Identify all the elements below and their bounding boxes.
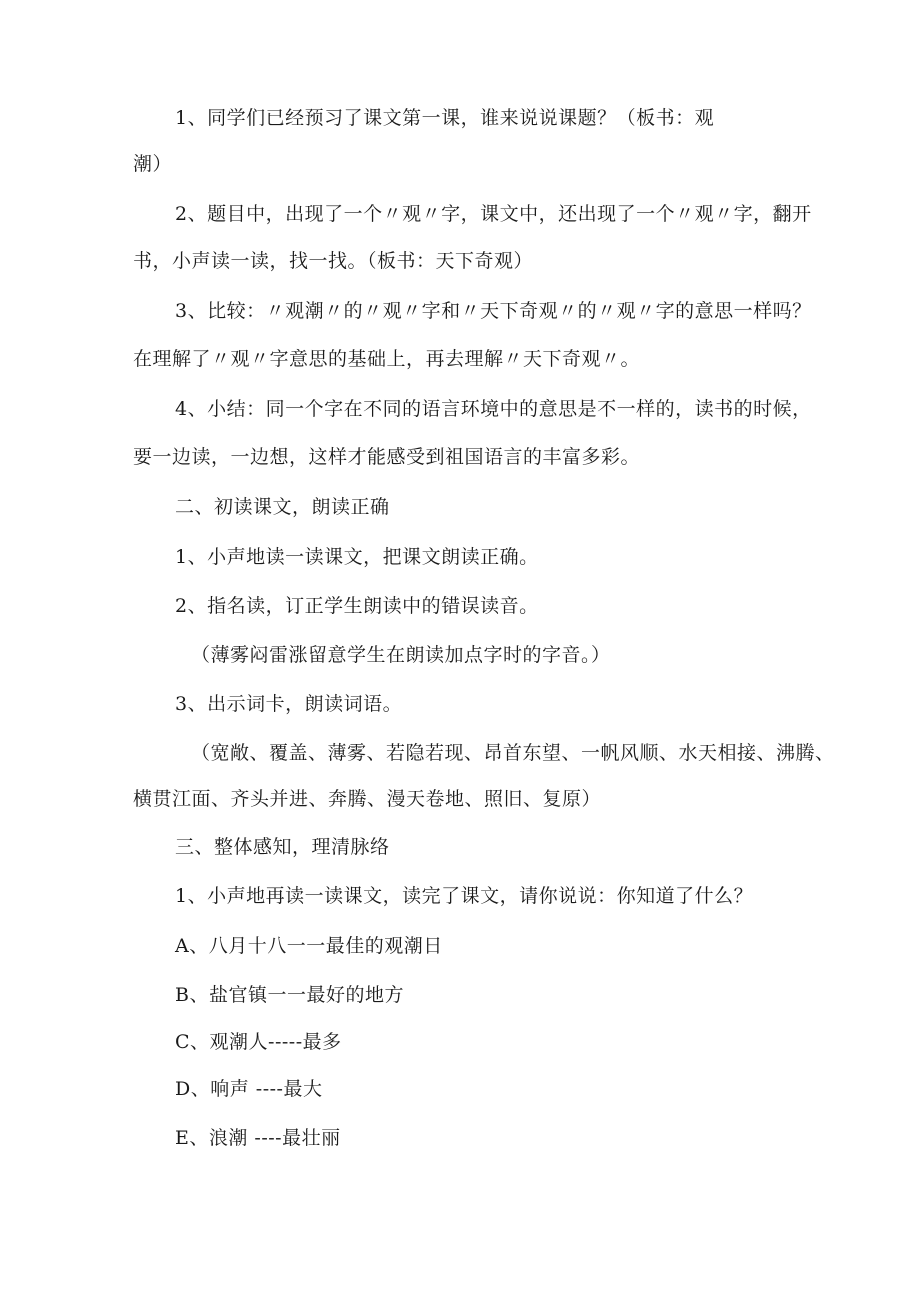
list-item: E、浪潮 ----最壮丽	[175, 1127, 341, 1149]
paragraph-line: 4、小结：同一个字在不同的语言环境中的意思是不一样的，读书的时候，	[175, 398, 812, 420]
paragraph-line: 要一边读，一边想，这样才能感受到祖国语言的丰富多彩。	[133, 446, 641, 468]
list-item: B、盐官镇一一最好的地方	[175, 984, 404, 1006]
section-heading: 三、整体感知，理清脉络	[175, 836, 390, 858]
paragraph-line: 2、指名读，订正学生朗读中的错误读音。	[175, 595, 539, 617]
paragraph-line: 3、比较：〃观潮〃的〃观〃字和〃天下奇观〃的〃观〃字的意思一样吗？	[175, 300, 812, 322]
list-item: C、观潮人-----最多	[175, 1031, 342, 1053]
paragraph-line: 1、小声地再读一读课文，读完了课文，请你说说：你知道了什么？	[175, 885, 754, 907]
paragraph-line: 书，小声读一读，找一找。（板书：天下奇观）	[133, 250, 534, 272]
paragraph-line: 潮）	[133, 153, 173, 175]
list-item: D、响声 ----最大	[175, 1078, 323, 1100]
paragraph-line: 1、小声地读一读课文，把课文朗读正确。	[175, 546, 539, 568]
paragraph-line: 3、出示词卡，朗读词语。	[175, 693, 403, 715]
paragraph-line: 1、同学们已经预习了课文第一课，谁来说说课题？（板书：观	[175, 107, 715, 129]
section-heading: 二、初读课文，朗读正确	[175, 496, 390, 518]
paragraph-line: （薄雾闷雷涨留意学生在朗读加点字时的字音。）	[191, 644, 611, 666]
paragraph-line: 横贯江面、齐头并进、奔腾、漫天卷地、照旧、复原）	[133, 788, 602, 810]
list-item: A、八月十八一一最佳的观潮日	[175, 935, 443, 957]
paragraph-line: 在理解了〃观〃字意思的基础上，再去理解〃天下奇观〃。	[133, 348, 641, 370]
paragraph-line: （宽敞、覆盖、薄雾、若隐若现、昂首东望、一帆风顺、水天相接、沸腾、	[191, 742, 835, 764]
paragraph-line: 2、题目中，出现了一个〃观〃字，课文中，还出现了一个〃观〃字，翻开	[175, 203, 812, 225]
